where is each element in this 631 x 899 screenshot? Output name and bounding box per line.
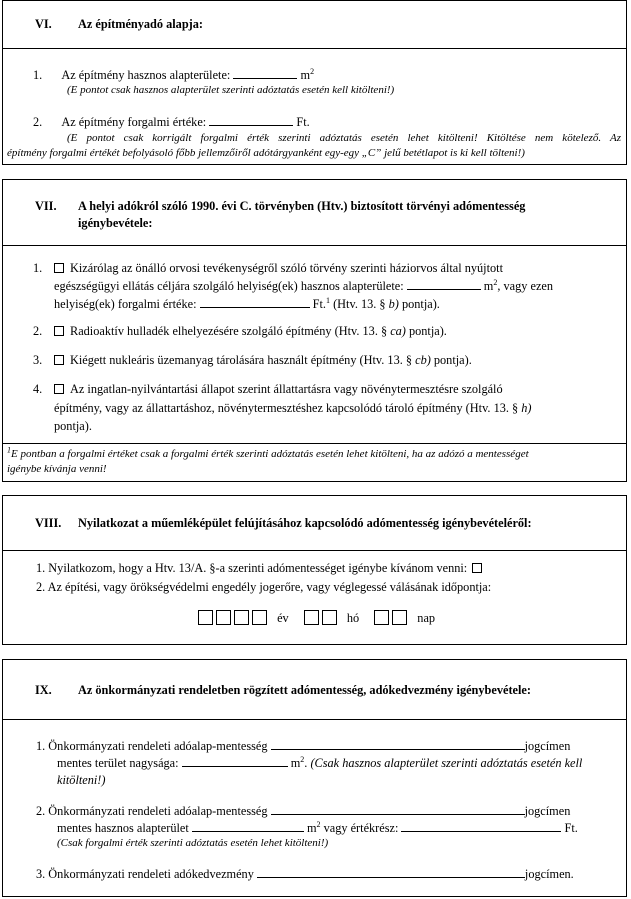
day-label: nap <box>417 611 436 625</box>
ix-item-1-line2: mentes terület nagysága: $m^2$. (Csak hasznos alapterület szerinti adóztatás esetén kell <box>57 754 583 770</box>
mentesseg-jogcim-2-field[interactable] <box>271 803 525 815</box>
section-ix-header <box>3 660 626 720</box>
section-number: IX. <box>35 683 52 697</box>
day-digit-box[interactable] <box>392 610 407 625</box>
mentes-alapterulet-field[interactable] <box>192 820 304 832</box>
hasznos-alapterulet-field[interactable] <box>233 67 297 79</box>
haziorvos-forgalmi-ertek-field[interactable] <box>200 296 310 308</box>
section-number: VI. <box>35 17 52 31</box>
vii-item-4-line1: Az ingatlan-nyilvántartási állapot szerint állattartásra vagy növénytermesztésre szolgáló <box>54 381 503 397</box>
forgalmi-ertek-field[interactable] <box>209 114 293 126</box>
section-viii <box>2 495 627 645</box>
radioaktiv-checkbox[interactable] <box>54 326 64 336</box>
section-title-line1: A helyi adókról szóló 1990. évi C. törvényben (Htv.) biztosított törvényi adómentesség <box>78 199 526 213</box>
section-title: Az önkormányzati rendeletben rögzített adómentesség, adókedvezmény igénybevétele: <box>78 683 531 697</box>
vi-item-2: 2. Az építmény forgalmi értéke: Ft. <box>33 115 310 129</box>
vii-item-3: Kiégett nukleáris üzemanyag tárolására használt építmény (Htv. 13. § cb) pontja). <box>54 352 472 368</box>
footnote-line1: $^1$E pontban a forgalmi értéket csak a forgalmi érték szerinti adóztatás esetén lehet kitölteni, ha az adózó a mentességet <box>7 445 529 460</box>
ix-item-2-line1: 2. Önkormányzati rendeleti adóalap-mentesség jogcímen <box>36 804 571 818</box>
year-digit-box[interactable] <box>252 610 267 625</box>
vii-item-4-line2: építmény, vagy az állattartáshoz, növénytermesztéshez kapcsolódó tároló építmény (Htv. 13. § h) <box>54 401 532 415</box>
haziorvos-checkbox[interactable] <box>54 263 64 273</box>
ertekresz-field[interactable] <box>401 820 561 832</box>
section-viii-header <box>3 496 626 551</box>
vii-item-1-line3: helyiség(ek) forgalmi értéke: Ft.$^1$ (Htv. 13. § b) pontja). <box>54 295 440 311</box>
vii-item-2: Radioaktív hulladék elhelyezésére szolgáló építmény (Htv. 13. § ca) pontja). <box>54 323 447 339</box>
section-ix <box>2 659 627 897</box>
ix-item-3: 3. Önkormányzati rendeleti adókedvezmény jogcímen. <box>36 867 574 881</box>
allattartas-checkbox[interactable] <box>54 384 64 394</box>
ix-item-1-line1: 1. Önkormányzati rendeleti adóalap-mentesség jogcímen <box>36 739 571 753</box>
ix-item-2-line3: (Csak forgalmi érték szerinti adóztatás esetén lehet kitölteni!) <box>57 837 329 849</box>
item-number: 3. <box>33 353 43 367</box>
section-vi-header <box>3 1 626 49</box>
vi-item-2-note-line1: (E pontot csak korrigált forgalmi érték szerinti adóztatás esetén lehet kitölteni! Kitöltése nem kötelező. Az <box>67 132 621 144</box>
section-vii <box>2 179 627 482</box>
mentesseg-jogcim-1-field[interactable] <box>271 738 525 750</box>
year-digit-box[interactable] <box>198 610 213 625</box>
item-number: 1. <box>33 261 43 275</box>
vi-item-1: 1. Az építmény hasznos alapterülete: $m^2$ <box>33 66 315 82</box>
section-number: VIII. <box>35 516 62 530</box>
vi-item-1-note: (E pontot csak hasznos alapterület szerinti adóztatás esetén kell kitölteni!) <box>67 84 395 96</box>
muemlek-checkbox[interactable] <box>472 563 482 573</box>
vii-item-1-line1: Kizárólag az önálló orvosi tevékenységről szóló törvény szerinti háziorvos által nyújtott <box>54 260 503 276</box>
item-number: 2. <box>33 115 43 129</box>
year-digit-box[interactable] <box>234 610 249 625</box>
item-label: Az építmény hasznos alapterülete: <box>61 68 231 82</box>
item-number: 4. <box>33 382 43 396</box>
footnote-line2: igénybe kívánja venni! <box>7 463 107 475</box>
ix-item-1-line3: kitölteni!) <box>57 773 106 787</box>
item-number: 1. <box>33 68 43 82</box>
adokedvezmeny-jogcim-field[interactable] <box>257 866 525 878</box>
ix-item-2-line2: mentes hasznos alapterület $m^2$ vagy értékrész: Ft. <box>57 819 578 835</box>
section-title: Az építményadó alapja: <box>78 17 204 31</box>
section-vi <box>2 0 627 165</box>
vii-item-4-line3: pontja). <box>54 419 92 433</box>
section-number: VII. <box>35 199 57 213</box>
vii-item-1-line2: egészségügyi ellátás céljára szolgáló helyiség(ek) hasznos alapterülete: $m^2$, vagy ezen <box>54 277 554 293</box>
date-boxes <box>198 610 435 626</box>
month-digit-box[interactable] <box>322 610 337 625</box>
year-label: év <box>277 611 289 625</box>
item-number: 2. <box>33 324 43 338</box>
haziorvos-alapterulet-field[interactable] <box>407 278 481 290</box>
mentes-terulet-field[interactable] <box>182 755 288 767</box>
day-digit-box[interactable] <box>374 610 389 625</box>
item-label: Az építmény forgalmi értéke: <box>61 115 207 129</box>
viii-item-1: 1. Nyilatkozom, hogy a Htv. 13/A. §-a szerinti adómentességet igénybe kívánom venni: <box>36 560 488 576</box>
month-label: hó <box>346 611 360 625</box>
vii-footnote <box>3 443 626 481</box>
nuklearis-checkbox[interactable] <box>54 355 64 365</box>
month-digit-box[interactable] <box>304 610 319 625</box>
section-title: Nyilatkozat a műemléképület felújításához kapcsolódó adómentesség igénybevételéről: <box>78 516 532 530</box>
section-title-line2: igénybevétele: <box>78 216 153 230</box>
vi-item-2-note-line2: építmény forgalmi értékét befolyásoló főbb jellemzőiről adótárgyanként egy-egy „C” jelű betétlapot is ki kell tölteni!) <box>7 147 525 159</box>
viii-item-2: 2. Az építési, vagy örökségvédelmi engedély jogerőre, vagy véglegessé válásának időpontja: <box>36 580 492 594</box>
year-digit-box[interactable] <box>216 610 231 625</box>
section-vii-header <box>3 180 626 246</box>
